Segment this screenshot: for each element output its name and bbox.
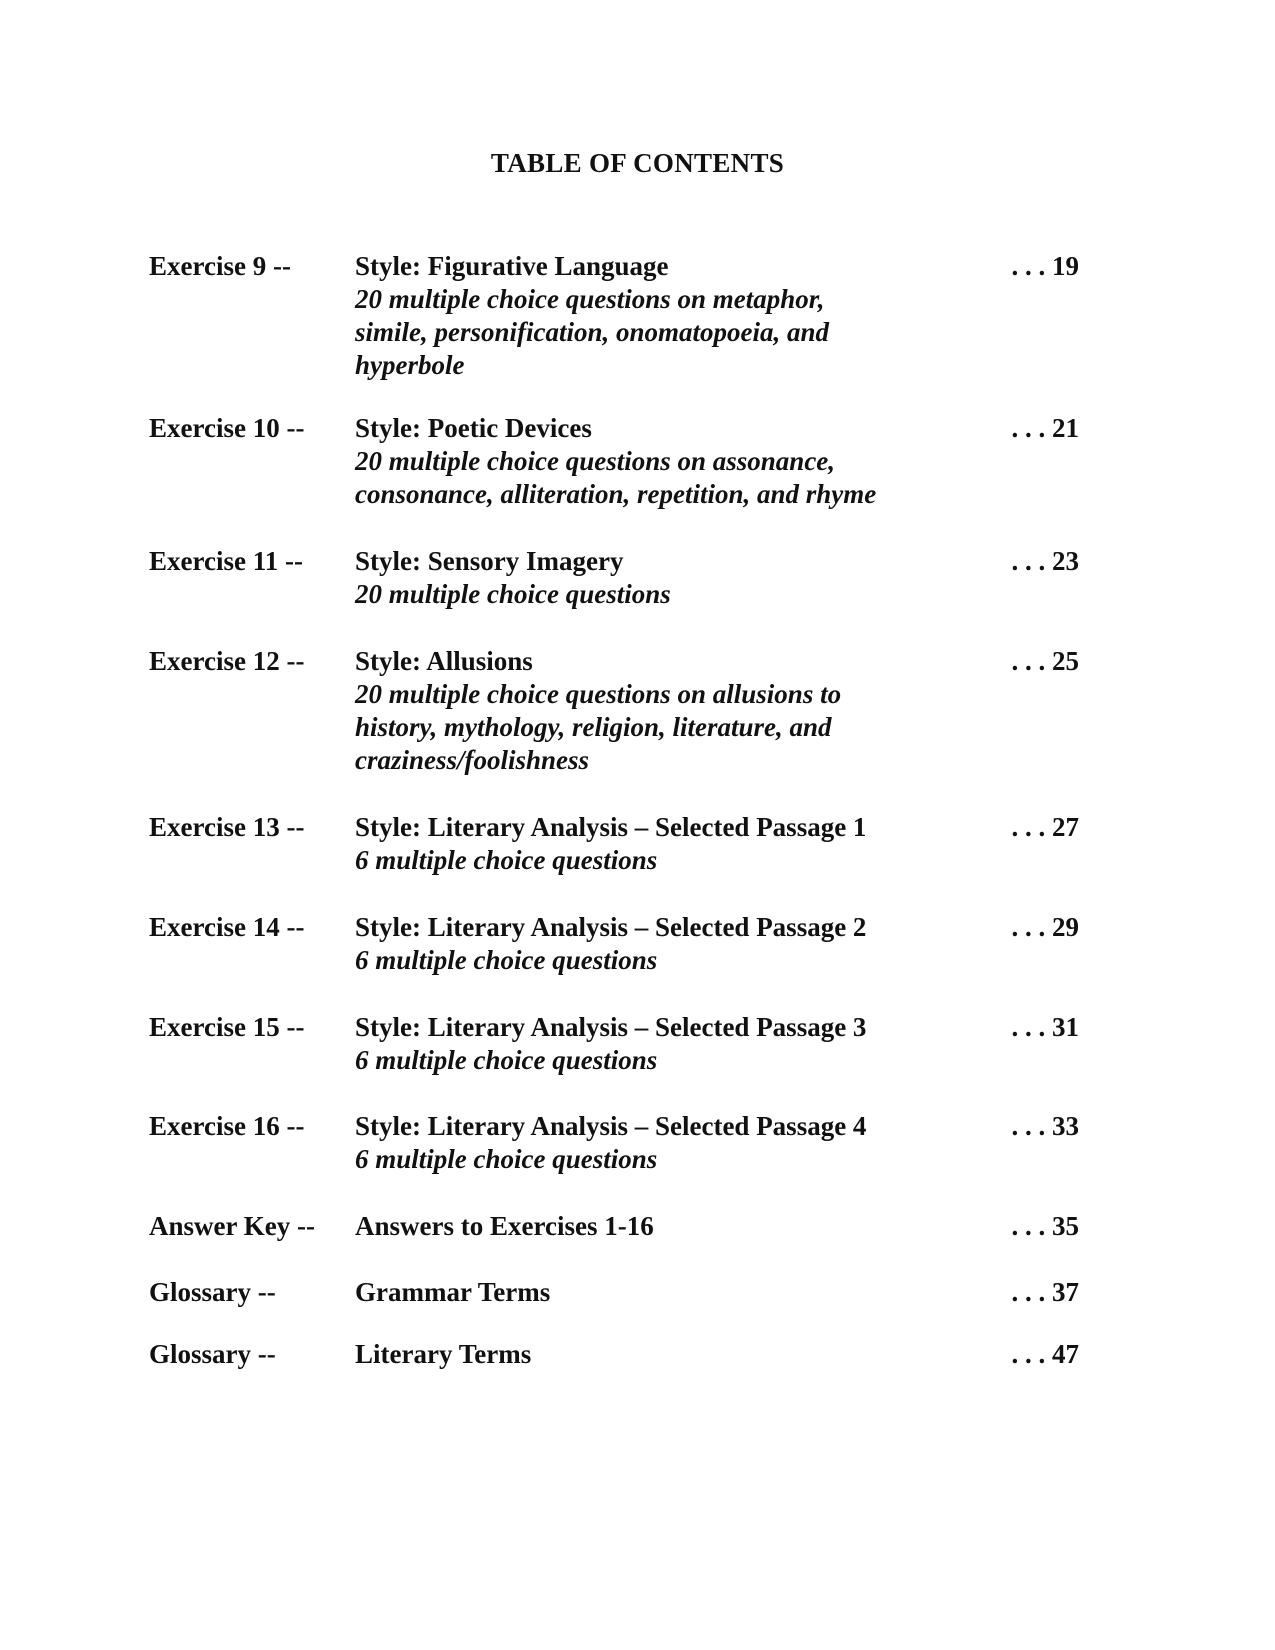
toc-entry-page-number: . . . 25 (1011, 646, 1079, 676)
toc-entry-page-number: . . . 31 (1011, 1012, 1079, 1042)
toc-entry-description: 20 multiple choice questions on allusions to history, mythology, religion, literature, and craziness/foolishness (355, 679, 842, 775)
toc-entry-page-number: . . . 33 (1011, 1111, 1079, 1141)
toc-entry-label: Exercise 13 -- (149, 812, 305, 842)
toc-entry-heading: Style: Literary Analysis – Selected Passage 1 (355, 812, 867, 842)
toc-entry-description: 6 multiple choice questions (355, 1144, 658, 1174)
toc-entry-heading: Style: Figurative Language (355, 251, 669, 281)
toc-entry-page-number: . . . 27 (1011, 812, 1079, 842)
toc-entry-body (355, 1210, 925, 1243)
toc-entry-label: Exercise 12 -- (149, 646, 305, 676)
toc-entry-heading: Answers to Exercises 1-16 (355, 1211, 654, 1241)
toc-entry-label: Exercise 14 -- (149, 912, 305, 942)
toc-entry-description: 20 multiple choice questions (355, 579, 671, 609)
toc-entry-body (355, 645, 925, 777)
toc-entry-description: 20 multiple choice questions on metaphor, simile, personification, onomatopoeia, and hyperbole (355, 284, 830, 380)
toc-entry-page-number: . . . 37 (1011, 1277, 1079, 1307)
toc-entry-heading: Style: Literary Analysis – Selected Passage 3 (355, 1012, 867, 1042)
toc-entry-body (355, 1338, 925, 1371)
toc-entry-description: 6 multiple choice questions (355, 1045, 658, 1075)
toc-entry-label: Exercise 10 -- (149, 413, 305, 443)
toc-entry-page-number: . . . 21 (1011, 413, 1079, 443)
toc-entry-label: Exercise 15 -- (149, 1012, 305, 1042)
toc-entry-label: Exercise 11 -- (149, 546, 303, 576)
toc-entry-heading: Style: Poetic Devices (355, 413, 592, 443)
toc-entry-body (355, 1011, 925, 1077)
toc-entry-label: Glossary -- (149, 1339, 276, 1369)
toc-entry-heading: Grammar Terms (355, 1277, 551, 1307)
toc-entry-heading: Literary Terms (355, 1339, 532, 1369)
toc-entry-label: Answer Key -- (149, 1211, 315, 1241)
toc-entry-page-number: . . . 29 (1011, 912, 1079, 942)
toc-entry-body (355, 545, 925, 611)
toc-entry-heading: Style: Allusions (355, 646, 533, 676)
toc-entry-page-number: . . . 23 (1011, 546, 1079, 576)
page-title: TABLE OF CONTENTS (490, 148, 785, 178)
toc-entry-body (355, 412, 925, 511)
toc-entry-description: 6 multiple choice questions (355, 945, 658, 975)
toc-entry-description: 20 multiple choice questions on assonance, consonance, alliteration, repetition, and rhyme (355, 446, 877, 509)
toc-entry-body (355, 811, 925, 877)
toc-entry-body (355, 250, 925, 382)
toc-entry-heading: Style: Literary Analysis – Selected Passage 2 (355, 912, 867, 942)
toc-entry-body (355, 1276, 925, 1309)
toc-entry-heading: Style: Literary Analysis – Selected Passage 4 (355, 1111, 867, 1141)
toc-entry-page-number: . . . 35 (1011, 1211, 1079, 1241)
toc-entry-label: Exercise 9 -- (149, 251, 291, 281)
toc-entry-label: Exercise 16 -- (149, 1111, 305, 1141)
toc-entry-body (355, 911, 925, 977)
toc-entry-page-number: . . . 19 (1011, 251, 1079, 281)
toc-entry-body (355, 1110, 925, 1176)
toc-entry-page-number: . . . 47 (1011, 1339, 1079, 1369)
toc-entry-label: Glossary -- (149, 1277, 276, 1307)
toc-entry-description: 6 multiple choice questions (355, 845, 658, 875)
toc-entry-heading: Style: Sensory Imagery (355, 546, 624, 576)
